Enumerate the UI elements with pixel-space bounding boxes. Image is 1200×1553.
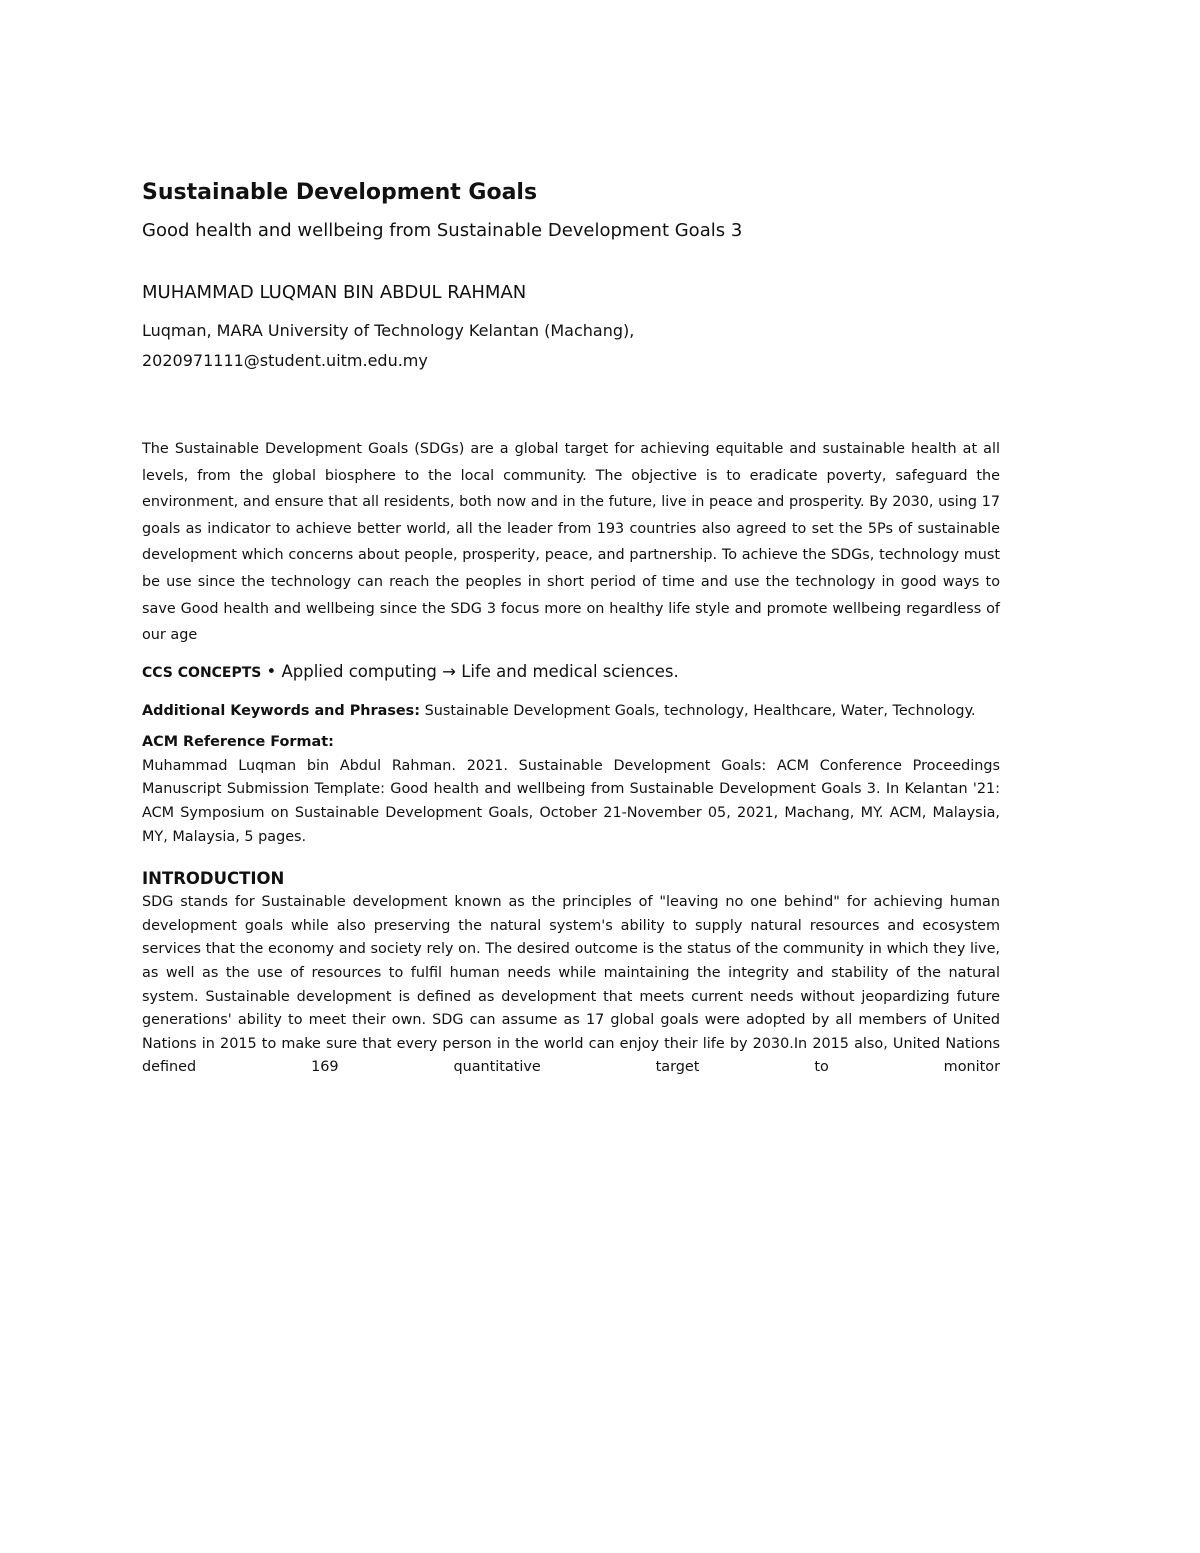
author-name: MUHAMMAD LUQMAN BIN ABDUL RAHMAN — [142, 282, 527, 303]
keywords-text: Sustainable Development Goals, technology, Healthcare, Water, Technology. — [424, 702, 976, 719]
author-affiliation-block — [142, 316, 1000, 376]
ccs-label: CCS CONCEPTS — [142, 664, 262, 681]
author-affiliation: Luqman, MARA University of Technology Kelantan (Machang), — [142, 321, 635, 340]
abstract: The Sustainable Development Goals (SDGs) are a global target for achieving equitable and sustainable health at all levels, from the global biosphere to the local community. The objective is to eradicate poverty, safeguard the environment, and ensure that all residents, both now and in the future, live in peace and prosperity. By 2030, using 17 goals as indicator to achieve better world, all the leader from 193 countries also agreed to set the 5Ps of sustainable development which concerns about people, prosperity, peace, and partnership. To achieve the SDGs, technology must be use since the technology can reach the peoples in short period of time and use the technology in good ways to save Good health and wellbeing since the SDG 3 focus more on healthy life style and promote wellbeing regardless of our age — [142, 441, 1000, 644]
keywords — [142, 698, 1000, 725]
introduction-heading: INTRODUCTION — [142, 869, 285, 889]
introduction-text: SDG stands for Sustainable development known as the principles of "leaving no one behind" for achieving human development goals while also preserving the natural system's ability to supply natural resources and ecosystem services that the economy and society rely on. The desired outcome is the status of the community in which they live, as well as the use of resources to fulfil human needs while maintaining the integrity and stability of the natural system. Sustainable development is defined as development that meets current needs without jeopardizing future generations' ability to meet their own. SDG can assume as 17 global goals were adopted by all members of United Nations in 2015 to make sure that every person in the world can enjoy their life by 2030.In 2015 also, United Nations defined 169 quantitative target to monitor — [142, 894, 1000, 1076]
paper-title: Sustainable Development Goals — [142, 180, 538, 205]
author-email: 2020971111@student.uitm.edu.my — [142, 351, 428, 370]
reference-heading: ACM Reference Format: — [142, 733, 334, 750]
paper-content — [142, 178, 1000, 1080]
ccs-concepts — [142, 659, 1000, 686]
paper-subtitle: Good health and wellbeing from Sustainable Development Goals 3 — [142, 220, 743, 241]
reference-text: Muhammad Luqman bin Abdul Rahman. 2021. Sustainable Development Goals: ACM Conference Proceedings Manuscript Submission Template: Good health and wellbeing from Sustainable Development Goals 3. In Kelantan '21: ACM Symposium on Sustainable Development Goals, October 21-November 05, 2021, Machang, MY. ACM, Malaysia, MY, Malaysia, 5 pages. — [142, 757, 1000, 845]
ccs-text: • Applied computing → Life and medical sciences. — [266, 661, 679, 681]
keywords-label: Additional Keywords and Phrases: — [142, 702, 420, 719]
